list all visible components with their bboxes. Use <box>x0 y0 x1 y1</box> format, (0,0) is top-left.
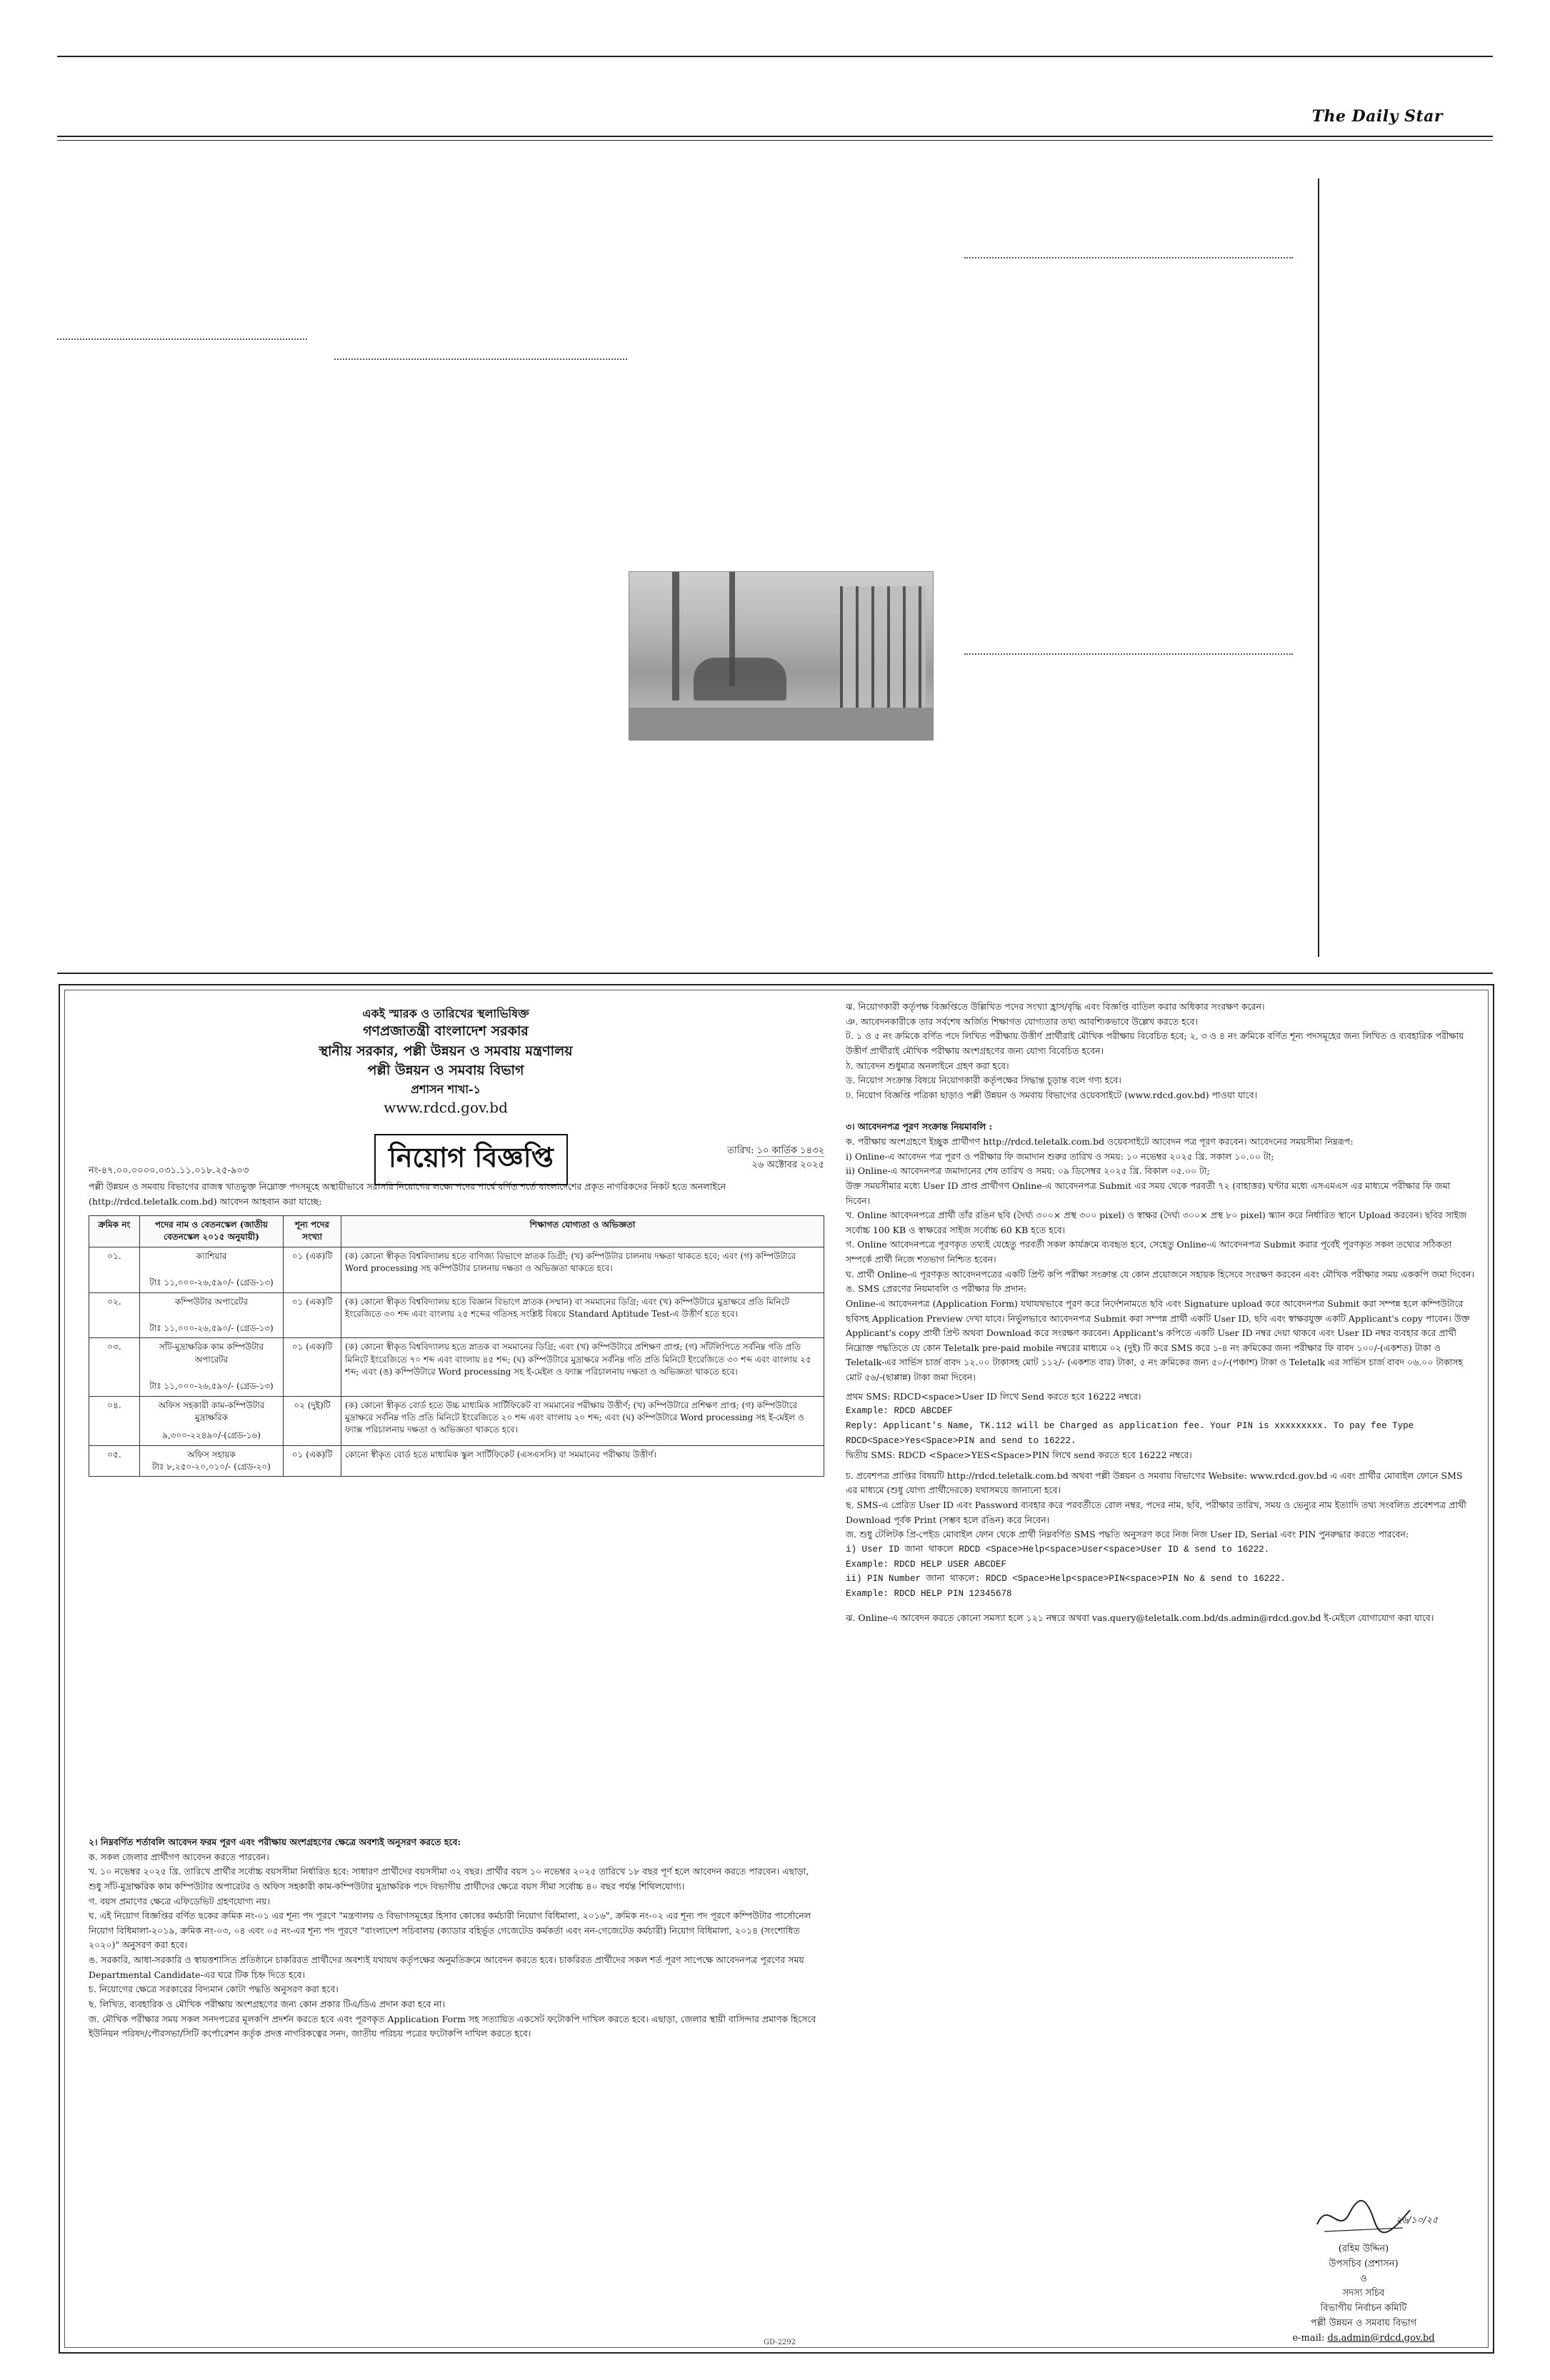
list-item: ঢ. নিয়োগ বিজ্ঞপ্তি পত্রিকা ছাড়াও পল্লী উন্নয়ন ও সমবায় বিভাগের ওয়েবসাইটে (www.rdcd.gov.bd) পাওয়া যাবে। <box>846 1089 1258 1100</box>
masthead-rule-1 <box>57 136 1493 137</box>
header-line: প্রশাসন শাখা-১ <box>410 1082 481 1096</box>
list-item: ঝ. নিয়োগকারী কর্তৃপক্ষ বিজ্ঞপ্তিতে উল্লিখিত পদের সংখ্যা হ্রাস/বৃদ্ধি এবং বিজ্ঞপ্তি বাতিল করার অধিকার সংরক্ষণ করেন। <box>846 1001 1265 1012</box>
sms-recovery: i) User ID জানা থাকলে RDCD <Space>Help<space>User<space>User ID & send to 16222. <box>846 1544 1270 1555</box>
cell-count: ০১ (এক)টি <box>284 1445 341 1477</box>
date-bangla: ১০ কার্তিক ১৪৩২ <box>756 1145 824 1156</box>
email-label: e-mail: <box>1292 2332 1325 2344</box>
street-crowd <box>694 658 786 701</box>
list-item: ট. ১ ও ৫ নং ক্রমিকে বর্ণিত পদে লিখিত পরীক্ষায় উত্তীর্ণ প্রার্থীরাই মৌখিক পরীক্ষায় বিবেচিত হবে; ২, ৩ ও ৪ নং ক্রমিকে বর্ণিত শূন্য পদসমূহের জন্য লিখিত ও ব্যবহারিক পরীক্ষায় উত্তীর্ণ প্রার্থীরাই মৌখিক পরীক্ষায় অংশগ্রহণের জন্য যোগ্য বিবেচিত হবেন। <box>846 1030 1464 1056</box>
section3-item: গ. Online আবেদনপত্রে পূরণকৃত তথ্যই যেহেতু পরবর্তী সকল কার্যক্রমে ব্যবহৃত হবে, সেহেতু Online-এ আবেদনপত্র Submit করার পূর্বেই পূরণকৃত সকল তথ্যের সঠিকতা সম্পর্কে প্রার্থী নিজে শতভাগ নিশ্চিত হবেন। <box>846 1239 1452 1265</box>
dotted-rule-2 <box>57 338 307 340</box>
section3-item: Online-এ আবেদনপত্র (Application Form) যথাযথভাবে পূরণ করে নির্দেশনামতে ছবি এবং Signature upload করে আবেদনপত্র Submit করা সম্পন্ন হলে কম্পিউটারে ছবিসহ Application Preview দেখা যাবে। নির্ভুলভাবে আবেদনপত্র Submit করা সম্পন্ন প্রার্থী একটি User ID, ছবি এবং স্বাক্ষরযুক্ত একটি Applicant's copy পাবেন। উক্ত Applicant's copy প্রার্থী প্রিন্ট অথবা Download করে সংরক্ষণ করবেন। Applicant's কপিতে একটি User ID নম্বর দেয়া থাকবে এবং User ID নম্বর ব্যবহার করে প্রার্থী নিম্নোক্ত পদ্ধতিতে যে কোন Teletalk pre-paid mobile নম্বরের মাধ্যমে ০২ (দুই) টি করে SMS করে ১-৪ নং ক্রমিকের জন্য পরীক্ষার ফি বাবদ ১০০/-(একশত) টাকা ও Teletalk-এর সার্ভিস চার্জ বাবদ ১২.০০ টাকাসহ মোট ১১২/- (একশত বার) টাকা, ৫ নং ক্রমিকের জন্য ৫০/-(পঞ্চাশ) টাকা ও Teletalk এর সার্ভিস চার্জ বাবদ ০৬.০০ টাকাসহ মোট ৫৬/-(ছাপ্পান্ন) টাকা জমা দিবেন। <box>846 1297 1470 1382</box>
website-link[interactable]: www.rdcd.gov.bd <box>384 1099 508 1117</box>
col-header-qualification: শিক্ষাগত যোগ্যতা ও অভিজ্ঞতা <box>341 1216 824 1247</box>
recruitment-notice <box>59 984 1494 2354</box>
notice-intro: পল্লী উন্নয়ন ও সমবায় বিভাগের রাজস্ব খাতভুক্ত নিম্নোক্ত পদসমূহে অস্থায়ীভাবে সরাসরি নিয়োগের লক্ষ্যে পদের পার্শ্বে বর্ণিত শর্তে বাংলাদেশের প্রকৃত নাগরিকদের নিকট হতে অনলাইনে (http://rdcd.teletalk.com.bd) আবেদন আহবান করা যাচ্ছে: <box>89 1181 726 1207</box>
sms-reply: Reply: Applicant's Name, TK.112 will be Charged as application fee. Your PIN is xxxxxxxxx. To pay fee Type RDCD<Space>Yes<Space>PIN and send to 16222. <box>846 1420 1414 1446</box>
cell-serial: ০২. <box>89 1292 140 1338</box>
street-photo <box>629 571 934 740</box>
cell-count: ০২ (দুই)টি <box>284 1396 341 1445</box>
condition-item: জ. মৌখিক পরীক্ষার সময় সকল সনদপত্রের মূলকপি প্রদর্শন করতে হবে এবং পূরণকৃত Application Form সহ সত্যায়িত একসেট ফটোকপি দাখিল করতে হবে। এছাড়া, জেলার স্থায়ী বাসিন্দার প্রমাণক হিসেবে ইউনিয়ন পরিষদ/পৌরসভা/সিটি কর্পোরেশন কর্তৃক প্রদত্ত নাগরিকত্বের সনদ, জাতীয় পরিচয় পত্রের ফটোকপি দাখিল করতে হবে। <box>89 2013 816 2039</box>
signatory-role: সদস্য সচিব <box>1342 2288 1385 2299</box>
post-name: কম্পিউটার অপারেটর <box>174 1296 249 1307</box>
section3-item: ii) Online-এ আবেদনপত্র জমাদানের শেষ তারিখ ও সময়: ০৯ ডিসেম্বর ২০২৫ খ্রি. বিকাল ০৫.০০ টা; <box>846 1165 1210 1177</box>
date-label: তারিখ: <box>727 1145 754 1156</box>
post-name: সাঁট-মুদ্রাক্ষরিক কাম কম্পিউটার অপারেটর <box>159 1342 264 1365</box>
section3-item: ঘ. প্রার্থী Online-এ পূরণকৃত আবেদনপত্রের একটি প্রিন্ট কপি পরীক্ষা সংক্রান্ত যে কোন প্রয়োজনে সহায়ক হিসেবে সংরক্ষণ করবেন এবং মৌখিক পরীক্ষার সময় এককপি জমা দিবেন। <box>846 1268 1474 1280</box>
sms-example: Example: RDCD HELP USER ABCDEF <box>846 1559 1007 1570</box>
pay-scale: টাঃ ৮,২৫০-২০,০১০/- (গ্রেড-২০) <box>152 1462 271 1472</box>
memo-number: নং-৪৭.০০.০০০০.০৩১.১১.০১৮.২৫-৯০৩ <box>89 1165 249 1176</box>
condition-item: ঙ. সরকারি, আধা-সরকারি ও স্বায়ত্তশাসিত প্রতিষ্ঠানে চাকরিরত প্রার্থীদের অবশ্যই যথাযথ কর্তৃপক্ষের অনুমতিক্রমে আবেদন করতে হবে। চাকরিরত প্রার্থীদের সকল শর্ত পূরণ সাপেক্ষে আবেদনপত্র পূরণের সময় Departmental Candidate-এর ঘরে টিক চিহ্ন দিতে হবে। <box>89 1954 804 1980</box>
section3-item: ঙ. SMS প্রেরণের নিয়মাবলি ও পরীক্ষার ফি প্রদান: <box>846 1283 1027 1295</box>
section3-item: ক. পরীক্ষায় অংশগ্রহণে ইচ্ছুক প্রার্থীগণ http://rdcd.teletalk.com.bd ওয়েবসাইটে আবেদন পত্র পূরণ করবেন। আবেদনের সময়সীমা নিম্নরূপ: <box>846 1136 1354 1147</box>
cell-serial: ০১. <box>89 1247 140 1292</box>
street-ground <box>629 708 933 740</box>
sms-example: Example: RDCD ABCDEF <box>846 1406 954 1417</box>
signature-block <box>1246 2192 1481 2346</box>
cell-serial: ০৪. <box>89 1396 140 1445</box>
section3-item: চ. প্রবেশপত্র প্রাপ্তির বিষয়টি http://rdcd.teletalk.com.bd অথবা পল্লী উন্নয়ন ও সমবায় বিভাগের Website: www.rdcd.gov.bd এ এবং প্রার্থীর মোবাইল ফোনে SMS এর মাধ্যমে (শুধু যোগ্য প্রার্থীদেরকে) যথাসময়ে জানানো হবে। <box>846 1470 1463 1496</box>
condition-item: ক. সকল জেলার প্রার্থীগণ আবেদন করতে পারবেন। <box>89 1851 269 1862</box>
condition-item: খ. ১০ নভেম্বর ২০২৫ খ্রি. তারিখে প্রার্থীর সর্বোচ্চ বয়সসীমা নির্ধারিত হবে: সাধারণ প্রার্থীদের বয়সসীমা ৩২ বছর। প্রার্থীর বয়স ১০ নভেম্বর ২০২৫ তারিখে ১৮ বছর পূর্ণ হলে আবেদন করতে পারবেন। এছাড়া, শুধু সাঁট-মুদ্রাক্ষরিক কাম কম্পিউটার অপারেটর ও অফিস সহকারী কাম-কম্পিউটার মুদ্রাক্ষরিক পদে বিভাগীয় প্রার্থীদের ক্ষেত্রে বয়স সীমা সর্বোচ্চ ৪০ বছর পর্যন্ত শিথিলযোগ্য। <box>89 1866 809 1892</box>
masthead-rule-2 <box>57 140 1493 141</box>
right-column <box>846 1000 1474 1626</box>
list-item: ঞ. আবেদনকারীকে তার সর্বশেষ অর্জিত শিক্ষাগত যোগ্যতার তথ্য আবশ্যিকভাবে উল্লেখ করতে হবে। <box>846 1015 1199 1027</box>
pay-scale: টাঃ ১১,০০০-২৬,৫৯০/- (গ্রেড-১৩) <box>149 1322 274 1333</box>
newspaper-masthead: The Daily Star <box>1311 107 1443 126</box>
ad-top-rule <box>57 973 1493 974</box>
table-row <box>89 1292 824 1338</box>
col-header-serial: ক্রমিক নং <box>89 1216 140 1247</box>
cell-count: ০১ (এক)টি <box>284 1292 341 1338</box>
contact-note: ঝ. Online-এ আবেদন করতে কোনো সমস্যা হলে ১২১ নম্বরে অথবা vas.query@teletalk.com.bd/ds.admin@rdcd.gov.bd ই-মেইলে যোগাযোগ করা যাবে। <box>846 1612 1434 1624</box>
table-header-row <box>89 1216 824 1247</box>
table-row <box>89 1338 824 1396</box>
cell-post <box>140 1396 284 1445</box>
conditions-section <box>89 1835 824 2042</box>
header-line: একই স্মারক ও তারিখের স্থলাভিষিক্ত <box>362 1007 529 1020</box>
cell-qualification: কোনো স্বীকৃত বোর্ড হতে মাধ্যমিক স্কুল সার্টিফিকেট (এসএসসি) বা সমমানের পরীক্ষায় উত্তীর্ণ। <box>341 1445 824 1477</box>
shop-shelf <box>840 586 926 708</box>
condition-item: ছ. লিখিত, ব্যবহারিক ও মৌখিক পরীক্ষায় অংশগ্রহণের জন্য কোন প্রকার টিএ/ডিএ প্রদান করা হবে না। <box>89 1998 445 2009</box>
header-line: স্থানীয় সরকার, পল্লী উন্নয়ন ও সমবায় মন্ত্রণালয় <box>319 1043 573 1059</box>
dotted-rule-4 <box>964 653 1293 655</box>
email-link[interactable]: ds.admin@rdcd.gov.bd <box>1327 2332 1435 2344</box>
section3-item: খ. Online আবেদনপত্রে প্রার্থী তাঁর রঙিন ছবি (দৈর্ঘ্য ৩০০× প্রস্থ ৩০০ pixel) ও স্বাক্ষর (দৈর্ঘ্য ৩০০× প্রস্থ ৮০ pixel) স্ক্যান করে নির্ধারিত স্থানে Upload করবেন। ছবির সাইজ সর্বোচ্চ 100 KB ও স্বাক্ষরের সাইজ সর্বোচ্চ 60 KB হতে হবে। <box>846 1210 1467 1235</box>
date-block <box>646 1144 824 1173</box>
cell-qualification: (ক) কোনো স্বীকৃত বিশ্ববিদ্যালয় হতে বিজ্ঞান বিভাগে স্নাতক (সম্মান) বা সমমানের ডিগ্রি; এবং (খ) কম্পিউটারে মুদ্রাক্ষরে প্রতি মিনিটে ইংরেজিতে ৩০ শব্দ এবং বাংলায় ২৫ শব্দের গতিসহ সংশ্লিষ্ট বিষয়ে Standard Aptitude Test-এ উত্তীর্ণ হতে হবে। <box>341 1292 824 1338</box>
condition-item: চ. নিয়োগের ক্ষেত্রে সরকারের বিদ্যমান কোটা পদ্ধতি অনুসরণ করা হবে। <box>89 1984 339 1995</box>
sms-instruction: দ্বিতীয় SMS: RDCD <Space>YES<Space>PIN লিখে send করতে হবে 16222 নম্বরে। <box>846 1450 1192 1461</box>
top-rule <box>57 56 1493 57</box>
cell-qualification: (ক) কোনো স্বীকৃত বিশ্ববিদ্যালয় হতে বাণিজ্য বিভাগে স্নাতক ডিগ্রী; (খ) কম্পিউটার চালনায় দক্ষতা থাকতে হবে; এবং (গ) কম্পিউটারে Word processing সহ কম্পিউটার চালনায় দক্ষতা ও অভিজ্ঞতা থাকতে হবে। <box>341 1247 824 1292</box>
signatory-designation: উপসচিব (প্রশাসন) <box>1329 2258 1399 2269</box>
cell-count: ০১ (এক)টি <box>284 1247 341 1292</box>
cell-serial: ০৫. <box>89 1445 140 1477</box>
signatory-committee: বিভাগীয় নির্বাচন কমিটি <box>1320 2303 1407 2314</box>
gd-code: GD-2292 <box>764 2339 796 2346</box>
signatory-name: (রহিম উদ্দিন) <box>1338 2244 1389 2254</box>
pay-scale: ৯,৩০০-২২৪৯০/-(গ্রেড-১৬) <box>162 1430 261 1441</box>
section3-item: i) Online-এ আবেদন পত্র পূরণ ও পরীক্ষার ফি জমাদান শুরুর তারিখ ও সময়: ১০ নভেম্বর ২০২৫ খ্রি. সকাল ১০.০০ টা; <box>846 1150 1274 1162</box>
sms-recovery: ii) PIN Number জানা থাকলে: RDCD <Space>Help<space>PIN<space>PIN No & send to 16222. <box>846 1574 1286 1585</box>
cell-post <box>140 1338 284 1396</box>
table-row <box>89 1247 824 1292</box>
cell-qualification: (ক) কোনো স্বীকৃত বিশ্ববিদ্যালয় হতে স্নাতক বা সমমানের ডিগ্রি; এবং (খ) কম্পিউটারে প্রশিক্ষণ প্রাপ্ত; (গ) সাঁটলিপিতে সর্বনিম্ন গতি প্রতি মিনিটে ইংরেজিতে ৭০ শব্দ এবং বাংলায় ৪৫ শব্দ; (ঘ) কম্পিউটারে মুদ্রাক্ষরে সর্বনিম্ন গতি প্রতি মিনিটে ইংরেজিতে ৩০ শব্দ এবং বাংলায় ২৫ শব্দ; এবং (ঙ) কম্পিউটারে Word processing সহ ই-মেইল ও ফ্যাক্স পরিচালনায় দক্ষতা ও অভিজ্ঞতা থাকতে হবে। <box>341 1338 824 1396</box>
pay-scale: টাঃ ১১,০০০-২৬,৫৯০/- (গ্রেড-১৩) <box>149 1277 274 1288</box>
col-header-post: পদের নাম ও বেতনস্কেল (জাতীয় বেতনস্কেল ২০১৫ অনুযায়ী) <box>140 1216 284 1247</box>
cell-qualification: (ক) কোনো স্বীকৃত বোর্ড হতে উচ্চ মাধ্যমিক সার্টিফিকেট বা সমমানের পরীক্ষায় উত্তীর্ণ; (খ) কম্পিউটারে প্রশিক্ষণ প্রাপ্ত; (গ) কম্পিউটারে মুদ্রাক্ষরে সর্বনিম্ন গতি প্রতি মিনিটে ইংরেজিতে ২০ শব্দ এবং বাংলায় ২০ শব্দ; এবং (ঘ) কম্পিউটারে Word processing সহ ই-মেইল ও ফ্যাক্স পরিচালনায় দক্ষতা ও অভিজ্ঞতা থাকতে হবে। <box>341 1396 824 1445</box>
post-name: অফিস সহকারী কাম-কম্পিউটার মুদ্রাক্ষরিক <box>158 1400 265 1422</box>
header-line: পল্লী উন্নয়ন ও সমবায় বিভাগ <box>367 1063 524 1079</box>
cell-post <box>140 1445 284 1477</box>
tree-trunk <box>672 572 679 701</box>
condition-item: গ. বয়স প্রমাণের ক্ষেত্রে এফিডেভিট গ্রহণযোগ্য নয়। <box>89 1895 270 1907</box>
post-name: ক্যাশিয়ার <box>196 1250 227 1261</box>
cell-count: ০১ (এক)টি <box>284 1338 341 1396</box>
signatory-email <box>1246 2331 1481 2346</box>
sms-example: Example: RDCD HELP PIN 12345678 <box>846 1588 1012 1599</box>
cell-post <box>140 1292 284 1338</box>
table-row <box>89 1396 824 1445</box>
section3-item: ছ. SMS-এ প্রেরিত User ID এবং Password ব্যবহার করে পরবর্তীতে রোল নম্বর, পদের নাম, ছবি, পরীক্ষার তারিখ, সময় ও ভেন্যুর নাম ইত্যাদি তথ্য সংবলিত প্রবেশপত্র প্রার্থী Download পূর্বক Print (সম্ভব হলে রঙিন) করে নিবেন। <box>846 1500 1466 1525</box>
condition-item: ঘ. এই নিয়োগ বিজ্ঞপ্তির বর্ণিত ছকের ক্রমিক নং-০১ এর শূন্য পদ পূরণে "মন্ত্রণালয় ও বিভাগসমূহের হিসাব কোষের কর্মচারী নিয়োগ বিধিমালা, ২০১৬", ক্রমিক নং-০২ এর শূন্য পদ পূরণে কম্পিউটার পার্সোনেল নিয়োগ বিধিমালা-২০১৯, ক্রমিক নং-০৩, ০৪ এবং ০৫ নং-এর শূন্য পদ পূরণে "বাংলাদেশ সচিবালয় (ক্যাডার বহির্ভূত গেজেটেড কর্মকর্তা এবং নন-গেজেটেড কর্মচারী) নিয়োগ বিধিমালা, ২০১৪ (সংশোধিত ২০২০)" অনুসরণ করা হবে। <box>89 1910 811 1951</box>
list-item: ঠ. আবেদন শুধুমাত্র অনলাইনে গ্রহণ করা হবে। <box>846 1060 1009 1071</box>
section3-item: উক্ত সময়সীমার মধ্যে User ID প্রাপ্ত প্রার্থীগণ Online-এ আবেদনপত্র Submit এর সময় থেকে পরবর্তী ৭২ (বাহাত্তর) ঘণ্টার মধ্যে এসএমএস এর মাধ্যমে পরীক্ষার ফি জমা দিবেন। <box>846 1180 1451 1206</box>
signature-date: ২৬/১০/২৫ <box>1396 2215 1439 2226</box>
list-item: ড. নিয়োগ সংক্রান্ত বিষয়ে নিয়োগকারী কর্তৃপক্ষের সিদ্ধান্ত চূড়ান্ত বলে গণ্য হবে। <box>846 1075 1121 1086</box>
header-line: গণপ্রজাতন্ত্রী বাংলাদেশ সরকার <box>363 1023 529 1040</box>
dotted-rule-1 <box>964 257 1293 258</box>
section3-heading: ৩। আবেদনপত্র পূরণ সংক্রান্ত নিয়মাবলি : <box>846 1121 993 1133</box>
conditions-heading: ২। নিম্নবর্ণিত শর্তাবলি আবেদন ফরম পূরণ এবং পরীক্ষায় অংশগ্রহণের ক্ষেত্রে অবশ্যই অনুসরণ করতে হবে: <box>89 1837 461 1847</box>
date-english: ২৬ অক্টোবর ২০২৫ <box>751 1160 824 1171</box>
column-divider <box>1318 179 1319 957</box>
notice-header <box>60 1005 831 1118</box>
signature-and: ও <box>1360 2273 1367 2284</box>
sms-instruction: প্রথম SMS: RDCD<space>User ID লিখে Send করতে হবে 16222 নম্বরে। <box>846 1390 1141 1402</box>
cell-serial: ০৩. <box>89 1338 140 1396</box>
col-header-count: শূন্য পদের সংখ্যা <box>284 1216 341 1247</box>
dotted-rule-3 <box>334 358 627 360</box>
notice-title: নিয়োগ বিজ্ঞপ্তি <box>374 1134 568 1185</box>
cell-post <box>140 1247 284 1292</box>
post-name: অফিস সহায়ক <box>187 1449 236 1460</box>
pay-scale: টাঃ ১১,০০০-২৬,৫৯০/- (গ্রেড-১৩) <box>149 1381 274 1392</box>
vacancy-table <box>89 1215 824 1477</box>
table-row <box>89 1445 824 1477</box>
section3-item: জ. শুধু টেলিটক প্রি-পেইড মোবাইল ফোন থেকে প্রার্থী নিম্নবর্ণিত SMS পদ্ধতি অনুসরণ করে নিজ নিজ User ID, Serial এবং PIN পুনরুদ্ধার করতে পারবেন: <box>846 1529 1409 1540</box>
signatory-division: পল্লী উন্নয়ন ও সমবায় বিভাগ <box>1310 2317 1417 2329</box>
